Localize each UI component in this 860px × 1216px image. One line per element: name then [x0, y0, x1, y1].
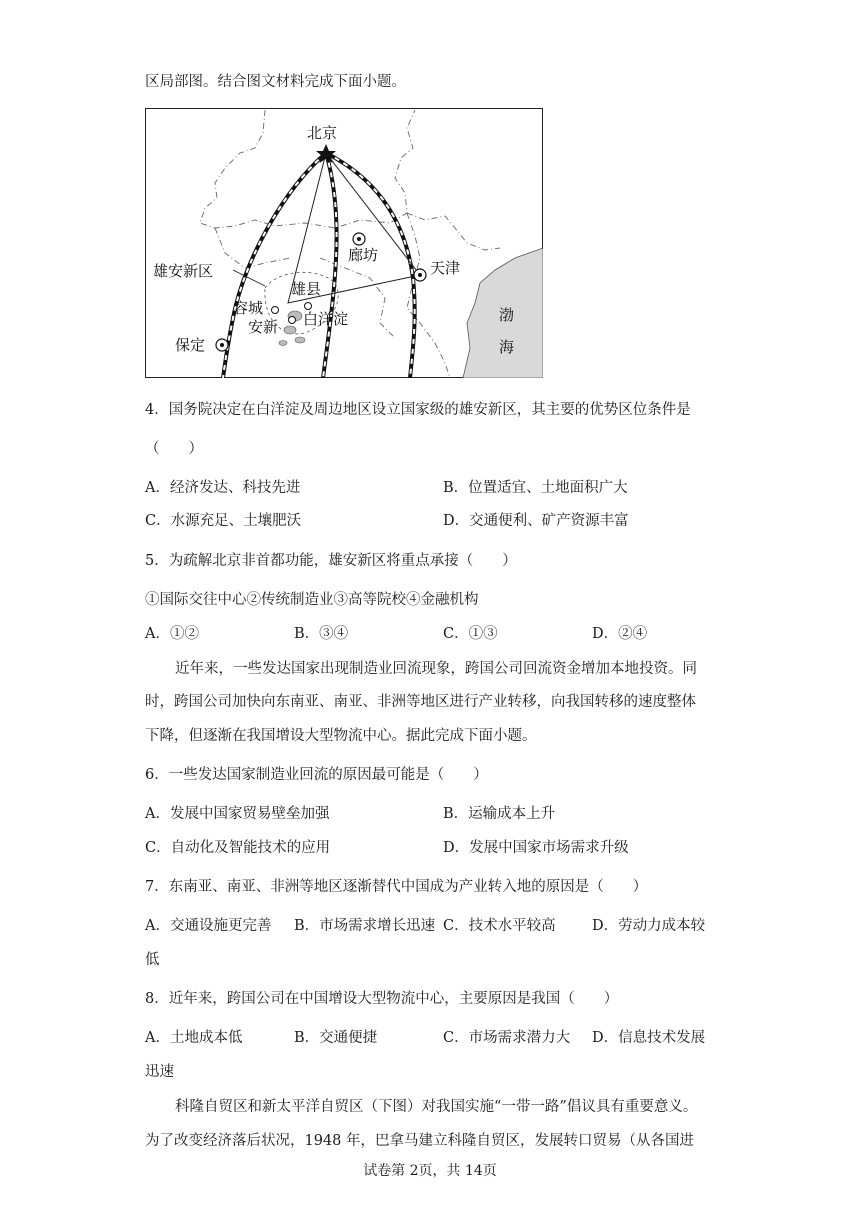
langfang-marker [353, 233, 365, 245]
label-langfang: 廊坊 [348, 246, 379, 264]
label-baoding: 保定 [175, 336, 206, 354]
rongcheng-marker [272, 307, 279, 314]
anxin-marker [289, 317, 296, 324]
q7-option-d-cont: 低 [145, 952, 160, 968]
q5-stem: 5．为疏解北京非首都功能，雄安新区将重点承接（ ） [145, 553, 517, 569]
baoding-marker [216, 339, 228, 351]
q4-option-a: A．经济发达、科技先进 [145, 480, 301, 496]
passage2-line2: 为了改变经济落后状况，1948 年，巴拿马建立科隆自贸区，发展转口贸易（从各国进 [145, 1133, 695, 1149]
q5-items: ①国际交往中心②传统制造业③高等院校④金融机构 [145, 592, 479, 608]
q8-option-d-cont: 迅速 [145, 1064, 174, 1080]
label-anxin: 安新 [248, 318, 279, 336]
q5-option-a: A．①② [145, 626, 199, 642]
passage1-line3: 下降，但逐渐在我国增设大型物流中心。据此完成下面小题。 [145, 728, 537, 744]
q4-option-c: C．水源充足、土壤肥沃 [145, 513, 302, 529]
q5-option-d: D．②④ [592, 626, 648, 642]
q7-option-a: A．交通设施更完善 [145, 918, 272, 934]
label-bohai-2: 海 [499, 338, 515, 356]
q4-option-b: B．位置适宜、土地面积广大 [443, 480, 628, 496]
label-bohai-1: 渤 [499, 306, 515, 324]
label-beijing: 北京 [307, 124, 338, 142]
q7-option-b: B．市场需求增长迅速 [294, 918, 436, 934]
q8-option-a: A．土地成本低 [145, 1030, 243, 1046]
q6-option-a: A．发展中国家贸易壁垒加强 [145, 806, 330, 822]
passage1-line1: 近年来，一些发达国家出现制造业回流现象，跨国公司回流资金增加本地投资。同 [175, 661, 697, 677]
q5-option-c: C．①③ [443, 626, 498, 642]
q8-option-c: C．市场需求潜力大 [443, 1030, 571, 1046]
xiongxian-marker [305, 303, 312, 310]
intro-text: 区局部图。结合图文材料完成下面小题。 [145, 74, 406, 90]
q4-option-d: D．交通便利、矿产资源丰富 [443, 513, 629, 529]
page-footer: 试卷第 2页，共 14页 [363, 1163, 497, 1179]
q6-stem: 6．一些发达国家制造业回流的原因最可能是（ ） [145, 767, 488, 783]
q8-option-b: B．交通便捷 [294, 1030, 378, 1046]
label-xiongan: 雄安新区 [153, 262, 214, 280]
q6-option-d: D．发展中国家市场需求升级 [443, 840, 629, 856]
passage2-line1: 科隆自贸区和新太平洋自贸区（下图）对我国实施“一带一路”倡议具有重要意义。 [175, 1099, 698, 1115]
label-rongcheng: 容城 [233, 299, 264, 317]
q7-option-d: D．劳动力成本较 [592, 918, 706, 934]
q4-paren: （ ） [145, 441, 203, 457]
q6-option-b: B．运输成本上升 [443, 806, 556, 822]
xiongan-map [145, 108, 543, 378]
label-tianjin: 天津 [430, 259, 461, 277]
label-baiyangdian: 白洋淀 [303, 310, 349, 328]
q7-option-c: C．技术水平较高 [443, 918, 556, 934]
q6-option-c: C．自动化及智能技术的应用 [145, 840, 331, 856]
q8-stem: 8．近年来，跨国公司在中国增设大型物流中心，主要原因是我国（ ） [145, 991, 619, 1007]
q4-stem: 4．国务院决定在白洋淀及周边地区设立国家级的雄安新区，其主要的优势区位条件是 [145, 402, 691, 418]
q5-option-b: B．③④ [294, 626, 349, 642]
label-xiongxian: 雄县 [291, 280, 322, 298]
q8-option-d: D．信息技术发展 [592, 1030, 706, 1046]
tianjin-marker [414, 269, 426, 281]
q7-stem: 7．东南亚、南亚、非洲等地区逐渐替代中国成为产业转入地的原因是（ ） [145, 879, 648, 895]
passage1-line2: 时，跨国公司加快向东南亚、南亚、非洲等地区进行产业转移，向我国转移的速度整体 [145, 694, 696, 710]
